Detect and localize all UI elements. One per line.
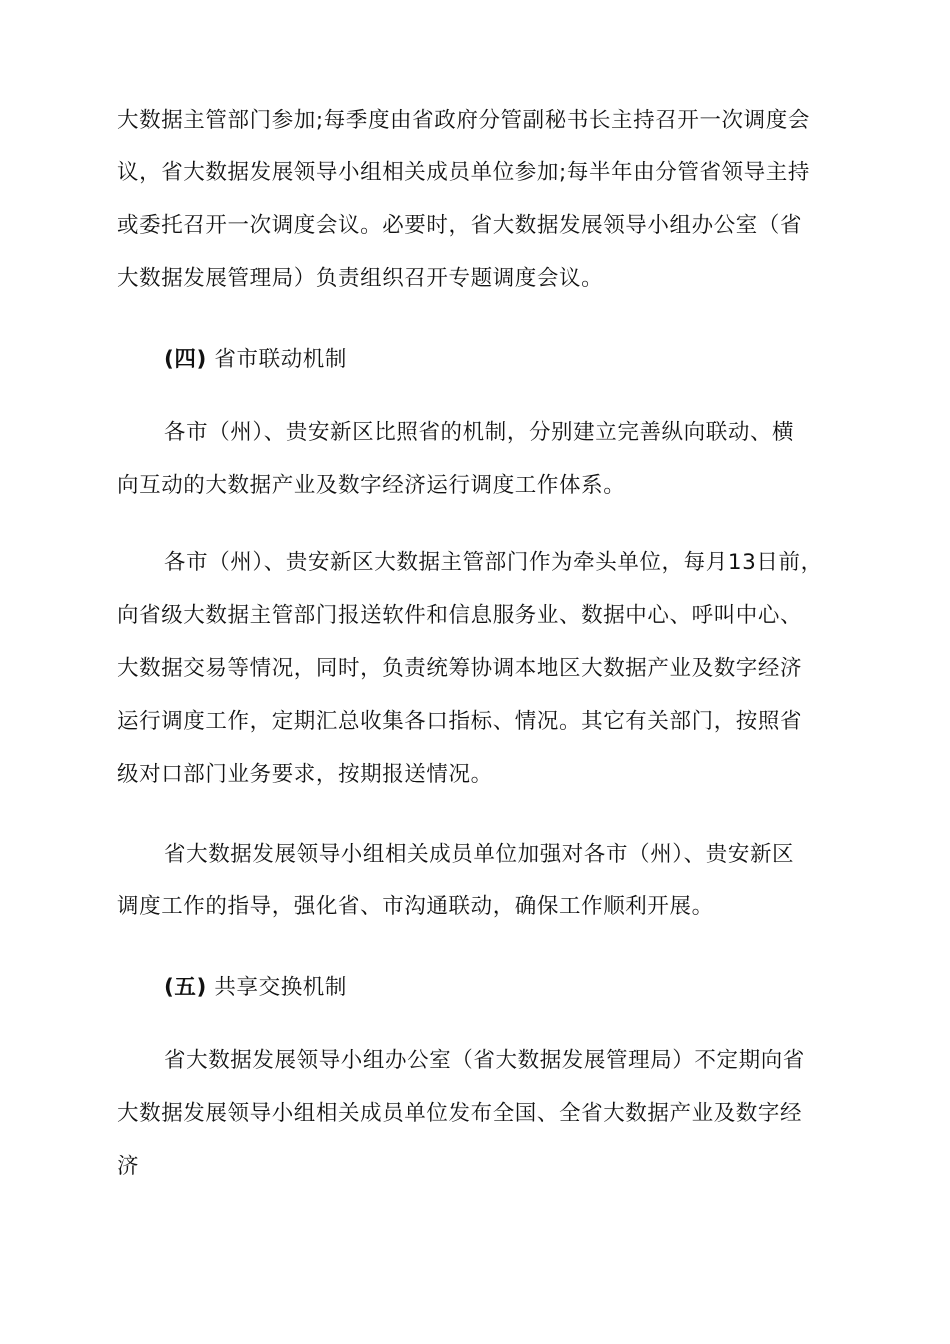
text-line: 级对口部门业务要求，按期报送情况。 bbox=[117, 762, 493, 787]
text-line: 议，省大数据发展领导小组相关成员单位参加;每半年由分管省领导主持 bbox=[117, 160, 810, 185]
text-line: 向互动的大数据产业及数字经济运行调度工作体系。 bbox=[117, 473, 626, 498]
section-title: 省市联动机制 bbox=[214, 347, 347, 372]
section-heading-4 bbox=[164, 347, 347, 373]
text-line: 省大数据发展领导小组办公室（省大数据发展管理局）不定期向省 bbox=[164, 1048, 805, 1073]
text-line: 大数据主管部门参加;每季度由省政府分管副秘书长主持召开一次调度会 bbox=[117, 108, 810, 133]
text-line: 大数据交易等情况，同时，负责统筹协调本地区大数据产业及数字经济 bbox=[117, 656, 803, 681]
text-line: 调度工作的指导，强化省、市沟通联动，确保工作顺利开展。 bbox=[117, 894, 714, 919]
text-line: 各市（州）、贵安新区大数据主管部门作为牵头单位，每月13日前， bbox=[164, 550, 823, 575]
text-line: 运行调度工作，定期汇总收集各口指标、情况。其它有关部门，按照省 bbox=[117, 709, 803, 734]
section-number: (五) bbox=[164, 975, 207, 1000]
text-line: 省大数据发展领导小组相关成员单位加强对各市（州）、贵安新区 bbox=[164, 842, 795, 867]
section-title: 共享交换机制 bbox=[214, 975, 347, 1000]
text-line: 各市（州）、贵安新区比照省的机制，分别建立完善纵向联动、横 bbox=[164, 420, 795, 445]
section-number: (四) bbox=[164, 347, 207, 372]
text-line: 向省级大数据主管部门报送软件和信息服务业、数据中心、呼叫中心、 bbox=[117, 603, 803, 628]
section-heading-5 bbox=[164, 975, 347, 1001]
text-line: 大数据发展领导小组相关成员单位发布全国、全省大数据产业及数字经 bbox=[117, 1101, 803, 1126]
text-line: 大数据发展管理局）负责组织召开专题调度会议。 bbox=[117, 266, 604, 291]
text-line: 或委托召开一次调度会议。必要时，省大数据发展领导小组办公室（省 bbox=[117, 213, 803, 238]
text-line: 济 bbox=[117, 1154, 140, 1179]
